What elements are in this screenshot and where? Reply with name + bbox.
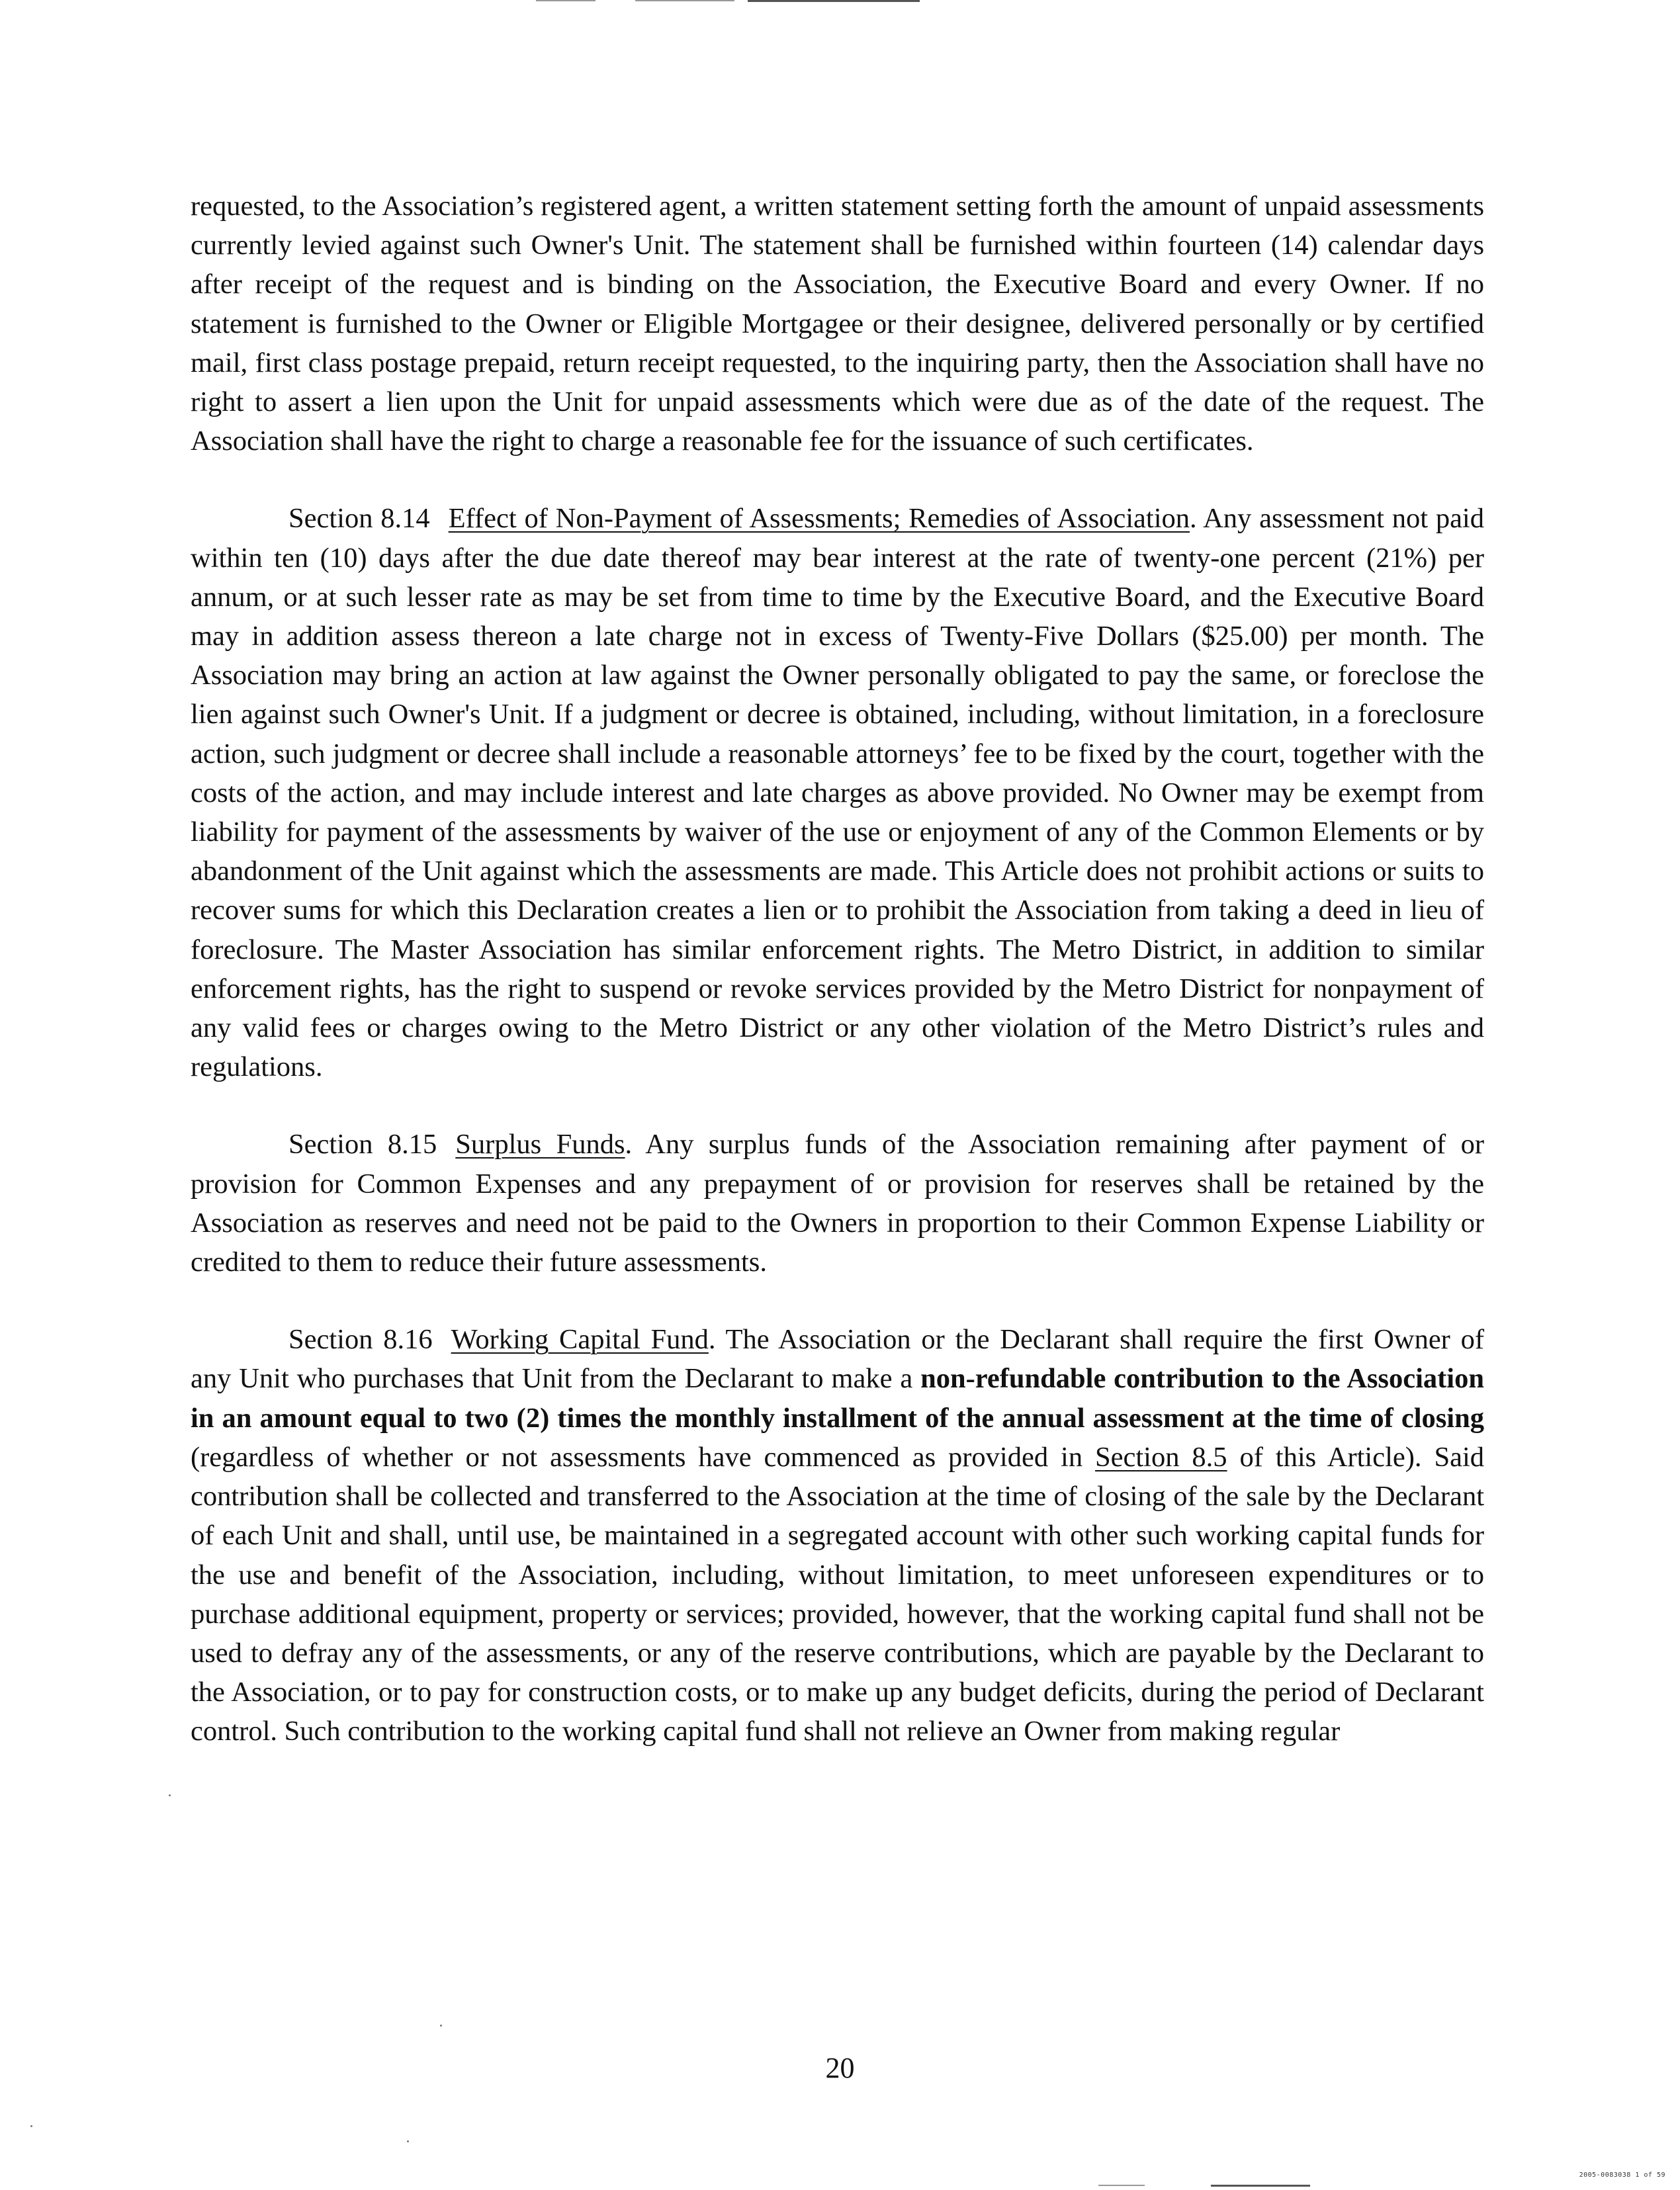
section-heading: Surplus Funds [455,1129,625,1161]
section-8-14-paragraph [191,499,1484,1086]
paragraph-continued [191,187,1484,460]
section-number: Section 8.16 [288,1324,433,1356]
scan-artifact-top-dots [536,0,596,1]
scan-artifact-bottom-2 [1098,2185,1145,2186]
recording-stamp: 2005-0083038 1 of 59 [1579,2171,1665,2179]
paragraph-text: . Any surplus funds of the Association remaining after payment of or provision for Common Expenses and any prepayment of or provision for reserves shall be retained by the Association as reserves and need not be paid to the Owners in proportion to their Common Expense Liability or credited to them to reduce their future assessments. [191,1129,1484,1278]
paragraph-text: of this Article). Said contribution shall be collected and transferred to the Association at the time of closing of the sale by the Declarant of each Unit and shall, until use, be maintained in a segregated account with other such working capital funds for the use and benefit of the Association, including, without limitation, to meet unforeseen expenditures or to purchase additional equipment, property or services; provided, however, that the working capital fund shall not be used to defray any of the assessments, or any of the reserve contributions, which are payable by the Declarant to the Association, or to pay for construction costs, or to make up any budget deficits, during the period of Declarant control. Such contribution to the working capital fund shall not relieve an Owner from making regular [191,1441,1485,1747]
scan-dot [407,2140,409,2142]
section-8-16-paragraph [191,1320,1484,1751]
paragraph-text: (regardless of whether or not assessments have commenced as provided in [191,1441,1096,1473]
section-8-15-paragraph [191,1125,1484,1282]
scan-artifact-bottom [1211,2185,1310,2187]
section-heading: Working Capital Fund [451,1324,709,1356]
page-number: 20 [825,2052,855,2084]
paragraph-text: requested, to the Association’s registered agent, a written statement setting forth the amount of unpaid assessments currently levied against such Owner's Unit. The statement shall be furnished within fourteen (14) calendar days after receipt of the request and is binding on the Association, the Executive Board and every Owner. If no statement is furnished to the Owner or Eligible Mortgagee or their designee, delivered personally or by certified mail, first class postage prepaid, return receipt requested, to the inquiring party, then the Association shall have no right to assert a lien upon the Unit for unpaid assessments which were due as of the date of the request. The Association shall have the right to charge a reasonable fee for the issuance of such certificates. [191,191,1484,457]
section-number: Section 8.15 [288,1129,437,1161]
bold-emphasis-text: non-refundable contribution to the Association in an amount equal to two (2) times the monthly installment of the annual assessment at the time of closing [191,1363,1484,1434]
document-body [191,187,1484,1790]
scan-artifact-top [748,0,920,2]
scan-dot [169,1794,171,1796]
scan-artifact-top-dots-2 [635,0,734,1]
scan-dot [440,2025,442,2027]
section-heading: Effect of Non-Payment of Assessments; Remedies of Association [448,503,1190,535]
scan-dot [30,2125,32,2127]
section-cross-reference: Section 8.5 [1095,1441,1227,1473]
section-number: Section 8.14 [288,503,430,535]
paragraph-text: . The Association or the Declarant shall require the first Owner of any Unit who purchases that Unit from the Declarant to make a [191,1324,1484,1395]
paragraph-text: . Any assessment not paid within ten (10) days after the due date thereof may bear interest at the rate of twenty-one percent (21%) per annum, or at such lesser rate as may be set from time to time by the Executive Board, and the Executive Board may in addition assess thereon a late charge not in excess of Twenty-Five Dollars ($25.00) per month. The Association may bring an action at law against the Owner personally obligated to pay the same, or foreclose the lien against such Owner's Unit. If a judgment or decree is obtained, including, without limitation, in a foreclosure action, such judgment or decree shall include a reasonable attorneys’ fee to be fixed by the court, together with the costs of the action, and may include interest and late charges as above provided. No Owner may be exempt from liability for payment of the assessments by waiver of the use or enjoyment of any of the Common Elements or by abandonment of the Unit against which the assessments are made. This Article does not prohibit actions or suits to recover sums for which this Declaration creates a lien or to prohibit the Association from taking a deed in lieu of foreclosure. The Master Association has similar enforcement rights. The Metro District, in addition to similar enforcement rights, has the right to suspend or revoke services provided by the Metro District for nonpayment of any valid fees or charges owing to the Metro District or any other violation of the Metro District’s rules and regulations. [191,503,1484,1083]
